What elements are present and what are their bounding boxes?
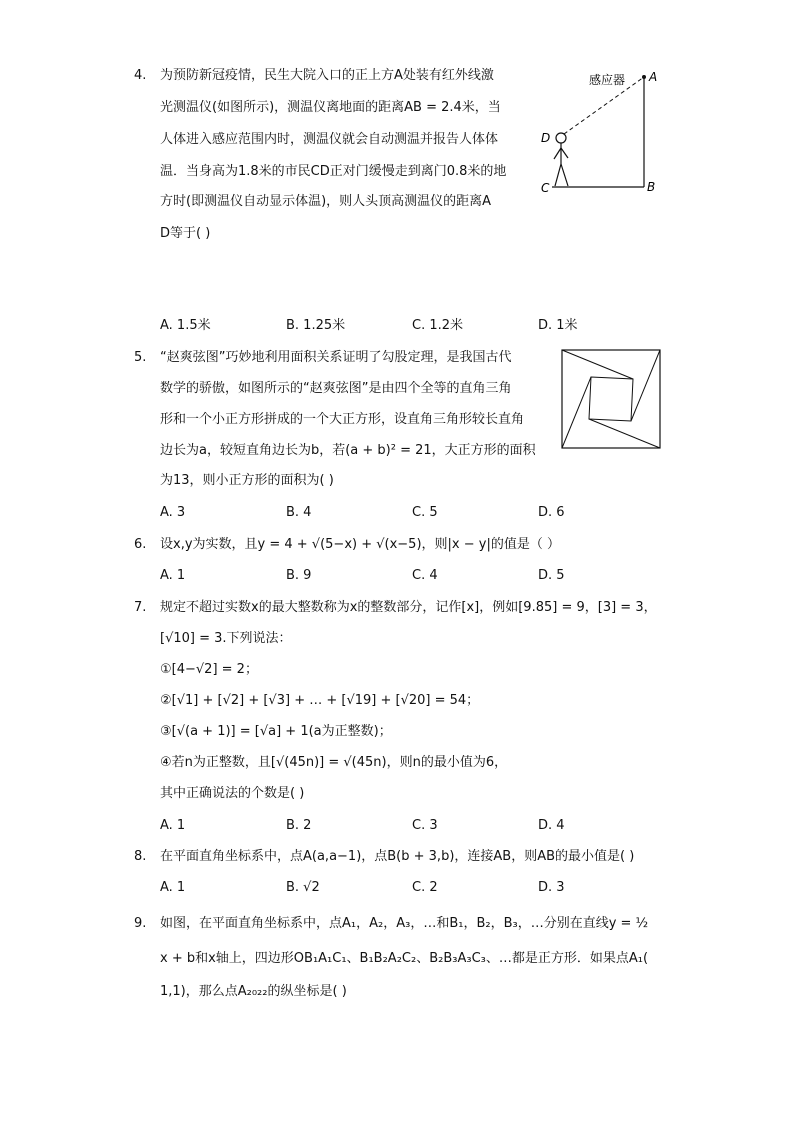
- option-b: B. 4: [286, 505, 312, 520]
- question-text-line: 人体进入感应范围内时，测温仪就会自动测温并报告人体体: [160, 132, 499, 147]
- sensor-label: 感应器: [589, 73, 626, 87]
- question-text-line: 数学的骄傲，如图所示的“赵爽弦图”是由四个全等的直角三角: [160, 381, 512, 396]
- zhao-shuang-diagram: [561, 349, 661, 449]
- question-text-line: “赵爽弦图”巧妙地利用面积关系证明了勾股定理，是我国古代: [160, 350, 512, 365]
- option-a: A. 1.5米: [160, 318, 211, 333]
- option-d: D. 1米: [538, 318, 578, 333]
- option-c: C. 5: [412, 505, 438, 520]
- label-c: C: [541, 181, 550, 195]
- option-d: D. 5: [538, 568, 565, 583]
- question-text-line: 为预防新冠疫情，民生大院入口的正上方A处装有红外线激: [160, 68, 494, 83]
- label-b: B: [647, 180, 656, 194]
- question-text-line: 形和一个小正方形拼成的一个大正方形，设直角三角形较长直角: [160, 412, 525, 427]
- question-text-line: 光测温仪(如图所示)，测温仪离地面的距离AB = 2.4米，当: [160, 100, 501, 115]
- option-c: C. 1.2米: [412, 318, 464, 333]
- question-text-line: 温．当身高为1.8米的市民CD正对门缓慢走到离门0.8米的地: [160, 164, 507, 179]
- question-text-line: 方时(即测温仪自动显示体温)，则人头顶高测温仪的距离A: [160, 194, 492, 209]
- question-text-line: 规定不超过实数x的最大整数称为x的整数部分，记作[x]，例如[9.85] = 9，[3] = 3，: [160, 600, 657, 615]
- option-d: D. 6: [538, 505, 565, 520]
- question-number: 6.: [134, 537, 147, 552]
- statement-4: ④若n为正整数，且[√(45n)] = √(45n)，则n的最小值为6，: [160, 755, 508, 770]
- question-text-line: 设x,y为实数，且y = 4 + √(5−x) + √(x−5)，则|x − y|的值是（ ）: [160, 537, 560, 552]
- question-text-line: 在平面直角坐标系中，点A(a,a−1)，点B(b + 3,b)，连接AB，则AB的最小值是( ): [160, 849, 635, 864]
- thermometer-figure: [535, 66, 665, 196]
- option-c: C. 3: [412, 818, 438, 833]
- option-c: C. 2: [412, 880, 438, 895]
- option-a: A. 1: [160, 568, 186, 583]
- question-text-line: 其中正确说法的个数是( ): [160, 786, 305, 801]
- option-b: B. √2: [286, 880, 320, 895]
- question-number: 9.: [134, 916, 147, 931]
- question-number: 4.: [134, 68, 147, 83]
- statement-2: ②[√1] + [√2] + [√3] + … + [√19] + [√20] = 54；: [160, 693, 480, 708]
- question-text-line: 边长为a，较短直角边长为b，若(a + b)² = 21，大正方形的面积: [160, 443, 536, 458]
- statement-3: ③[√(a + 1)] = [√a] + 1(a为正整数)；: [160, 724, 392, 739]
- option-b: B. 9: [286, 568, 312, 583]
- option-c: C. 4: [412, 568, 438, 583]
- person-icon: [554, 133, 568, 186]
- question-text-line: 为13，则小正方形的面积为( ): [160, 473, 334, 488]
- question-text-line: D等于( ): [160, 226, 211, 241]
- question-text-line: [√10] = 3.下列说法：: [160, 631, 292, 646]
- option-b: B. 2: [286, 818, 312, 833]
- option-a: A. 1: [160, 880, 186, 895]
- question-number: 7.: [134, 600, 147, 615]
- option-d: D. 4: [538, 818, 565, 833]
- label-d: D: [541, 131, 551, 145]
- option-b: B. 1.25米: [286, 318, 346, 333]
- question-number: 5.: [134, 350, 147, 365]
- option-a: A. 1: [160, 818, 186, 833]
- label-a: A: [649, 70, 658, 84]
- statement-1: ①[4−√2] = 2；: [160, 662, 258, 677]
- question-text-line: 如图，在平面直角坐标系中，点A₁，A₂，A₃，…和B₁，B₂，B₃，…分别在直线y = ½: [160, 916, 649, 931]
- question-number: 8.: [134, 849, 147, 864]
- question-text-line: 1,1)，那么点A₂₀₂₂的纵坐标是( ): [160, 984, 347, 999]
- question-text-line: x + b和x轴上，四边形OB₁A₁C₁、B₁B₂A₂C₂、B₂B₃A₃C₃、…都是正方形．如果点A₁(: [160, 951, 649, 966]
- option-d: D. 3: [538, 880, 565, 895]
- option-a: A. 3: [160, 505, 186, 520]
